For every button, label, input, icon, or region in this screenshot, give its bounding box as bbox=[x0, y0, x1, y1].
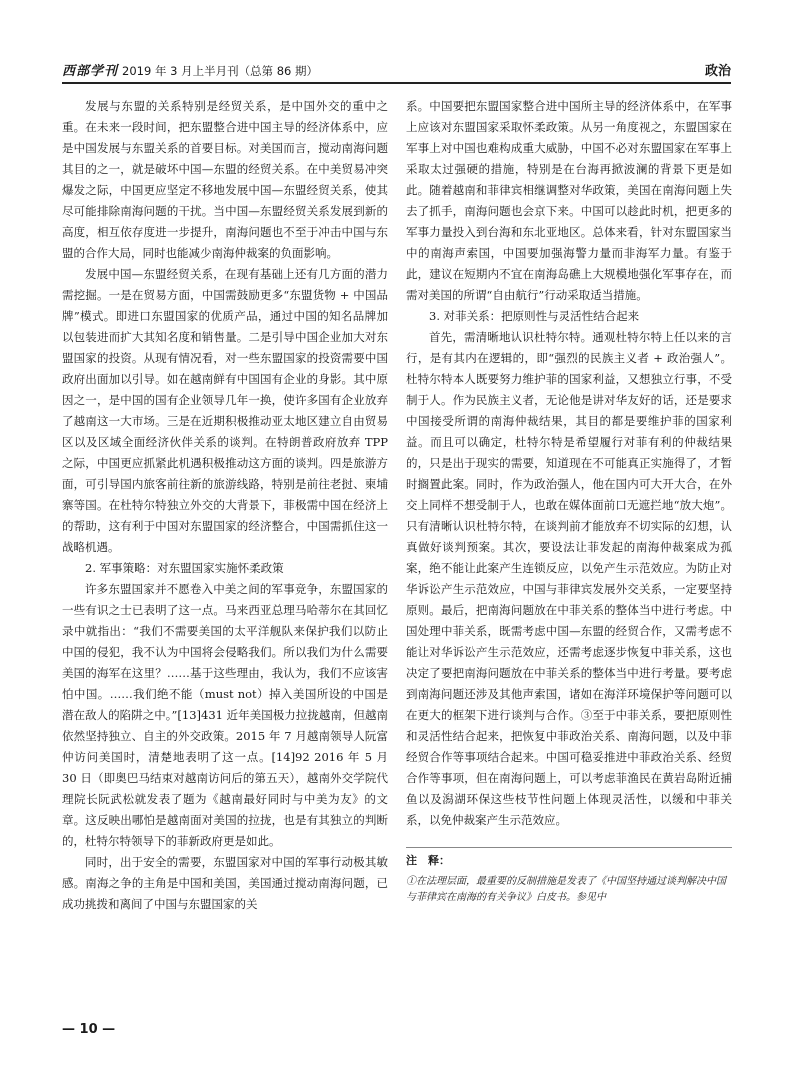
right-column bbox=[406, 96, 732, 1008]
paragraph: 首先，需清晰地认识杜特尔特。通观杜特尔特上任以来的言行，是有其内在逻辑的，即“强烈的民族主义者 + 政治强人”。杜特尔特本人既要努力维护菲的国家利益，又想独立行事，不受制于人。作为民族主义者，无论他是讲对华友好的话，还是要求中国接受所谓的南海仲裁结果，其目的都是要维护菲的国家利益。而且可以确定，杜特尔特是希望履行对菲有利的仲裁结果的，只是出于现实的需要，知道现在不可能真正实施得了，才暂时搁置此案。同时，作为政治强人，他在国内可大开大合，在外交上同样不想受制于人，也敢在媒体面前口无遮拦地“放大炮”。只有清晰认识杜特尔特，在谈判前才能放弃不切实际的幻想，认真做好谈判预案。其次，要设法让菲发起的南海仲裁案成为孤案，绝不能让此案产生连锁反应，以免产生示范效应。为防止对华诉讼产生示范效应，中国与菲律宾发展外交关系，一定要坚持原则。最后，把南海问题放在中菲关系的整体当中进行考虑。中国处理中菲关系，既需考虑中国—东盟的经贸合作，又需考虑不能让对华诉讼产生示范效应，还需考虑逐步恢复中菲关系，这也决定了要把南海问题放在中菲关系的整体当中进行考量。要考虑到南海问题还涉及其他声索国，诸如在海洋环境保护等问题可以在更大的框架下进行谈判与合作。③至于中菲关系，要把原则性和灵活性结合起来，把恢复中菲政治关系、南海问题，以及中菲经贸合作等事项结合起来。中国可稳妥推进中菲政治关系、经贸合作等事项，但在南海问题上，可以考虑菲渔民在黄岩岛附近捕鱼以及潟湖环保这些枝节性问题上体现灵活性，以缓和中菲关系，以免仲裁案产生示范效应。 bbox=[406, 330, 732, 827]
paragraph-continued: 系。中国要把东盟国家整合进中国所主导的经济体系中，在军事上应该对东盟国家采取怀柔政策。从另一角度视之，东盟国家在军事上对中国也难构成重大威胁，中国不必对东盟国家在军事上采取太过强硬的措施，特别是在台海再掀波澜的背景下更是如此。随着越南和菲律宾相继调整对华政策，美国在南海问题上失去了抓手，南海问题也会京下来。中国可以趁此时机，把更多的军事力量投入到台海和东北亚地区。总体来看，针对东盟国家当中的南海声索国，中国要加强海警力量而非海军力量。有鉴于此，建议在短期内不宜在南海岛礁上大规模地强化军事存在，而需对美国的所谓“自由航行”行动采取适当措施。 bbox=[406, 99, 732, 302]
notes-heading: 注 释： bbox=[406, 847, 732, 870]
footnote: ①在法理层面，最重要的反制措施是发表了《中国坚持通过谈判解决中国与菲律宾在南海的有关争议》白皮书。参见中 bbox=[406, 876, 726, 903]
subheading-philippines: 3. 对菲关系：把原则性与灵活性结合起来 bbox=[429, 309, 640, 323]
paragraph: 许多东盟国家并不愿卷入中美之间的军事竞争，东盟国家的一些有识之士已表明了这一点。马来西亚总理马哈蒂尔在其回忆录中就指出：“我们不需要美国的太平洋舰队来保护我们以防止中国的侵犯，我不认为中国将会侵略我们。所以我们为什么需要美国的海军在这里？……基于这些理由，我认为，我们不应该害怕中国。……我们绝不能（must not）掉入美国所设的中国是潜在敌人的陷阱之中。”[13]431 近年美国极力拉拢越南，但越南依然坚持独立、自主的外交政策。2015 年 7 月越南领导人阮富仲访问美国时，清楚地表明了这一点。[14]92 2016 年 5 月 30 日（即奥巴马结束对越南访问后的第五天），越南外交学院代理院长阮武松就发表了题为《越南最好同时与中美为友》的文章。这反映出哪怕是越南面对美国的拉拢，也是有其独立的判断的，杜特尔特领导下的菲新政府更是如此。 bbox=[62, 582, 388, 848]
journal-logo: 西部学刊 bbox=[62, 64, 119, 79]
running-header bbox=[62, 56, 731, 84]
article-body bbox=[62, 96, 732, 1008]
page-number: — 10 — bbox=[62, 1022, 116, 1037]
paragraph: 发展与东盟的关系特别是经贸关系，是中国外交的重中之重。在未来一段时间，把东盟整合进中国主导的经济体系中，应是中国发展与东盟关系的首要目标。对美国而言，搅动南海问题其目的之一，就是破坏中国—东盟的经贸关系。在中美贸易冲突爆发之际，中国更应坚定不移地发展中国—东盟经贸关系，使其尽可能排除南海问题的干扰。当中国—东盟经贸关系发展到新的高度，相互依存度进一步提升，南海问题也不至于冲击中国与东盟的合作大局，同时也能减少南海仲裁案的负面影响。 bbox=[62, 99, 388, 260]
paragraph: 同时，出于安全的需要，东盟国家对中国的军事行动极其敏感。南海之争的主角是中国和美国，美国通过搅动南海问题，已成功挑拨和离间了中国与东盟国家的关 bbox=[62, 855, 388, 911]
header-left bbox=[62, 60, 318, 82]
left-column bbox=[62, 96, 388, 1008]
subheading-military: 2. 军事策略：对东盟国家实施怀柔政策 bbox=[85, 561, 284, 575]
paragraph: 发展中国—东盟经贸关系，在现有基础上还有几方面的潜力需挖掘。一是在贸易方面，中国需鼓励更多“东盟货物 + 中国品牌”模式。即进口东盟国家的优质产品，通过中国的知名品牌加以包装进而扩大其知名度和销售量。二是引导中国企业加大对东盟国家的投资。从现有情况看，对一些东盟国家的投资需要中国政府出面加以引导。如在越南鲜有中国国有企业的身影。其中原因之一，是中国的国有企业领导几年一换，使许多国有企业放弃了越南这一大市场。三是在近期积极推动亚太地区建立自由贸易区以及区域全面经济伙伴关系的谈判。在特朗普政府放弃 TPP 之际，中国更应抓紧此机遇积极推动这方面的谈判。四是旅游方面，可引导国内旅客前往新的旅游线路，特别是前往老挝、柬埔寨等国。在杜特尔特独立外交的大背景下，菲极需中国在经济上的帮助，这有利于中国对东盟国家的经济整合，中国需抓住这一战略机遇。 bbox=[62, 267, 388, 554]
issue-info: 2019 年 3 月上半月刊（总第 86 期） bbox=[122, 64, 319, 78]
section-label: 政治 bbox=[704, 64, 731, 79]
